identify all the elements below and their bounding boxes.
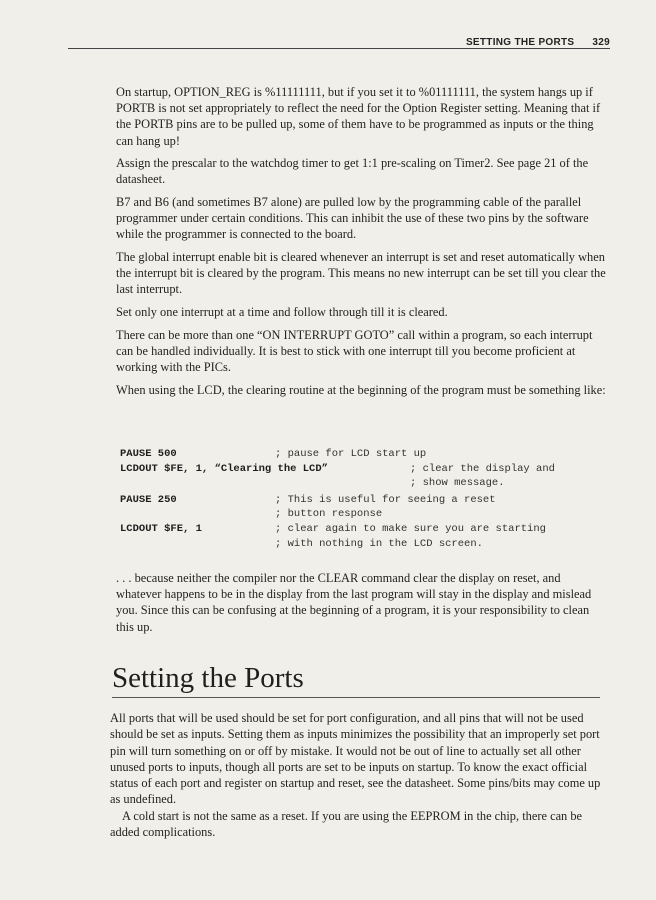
- paragraph: A cold start is not the same as a reset. If you are using the EEPROM in the chip, there can be added complications.: [110, 808, 583, 840]
- code-line: [120, 522, 610, 537]
- code-comment: ; button response: [275, 508, 383, 521]
- section-body: [110, 710, 602, 847]
- code-command: [120, 476, 410, 491]
- paragraph: When using the LCD, the clearing routine at the beginning of the program must be something like:: [116, 382, 606, 397]
- code-comment: ; This is useful for seeing a reset: [275, 493, 496, 506]
- code-line: [120, 476, 610, 491]
- body-text: [116, 84, 608, 404]
- code-line: [120, 537, 610, 552]
- code-line: [120, 507, 610, 522]
- paragraph: . . . because neither the compiler nor the CLEAR command clear the display on reset, and whatever happens to be in the display from the last program will stay in the display and mislead you. Since this can be confusing at the beginning of a program, it is your responsibility to clean this up.: [116, 571, 592, 634]
- header-rule: [68, 48, 610, 49]
- code-command: PAUSE 250: [120, 493, 177, 506]
- code-line: [120, 493, 610, 508]
- running-head-title: SETTING THE PORTS: [465, 37, 575, 48]
- code-listing: [120, 447, 610, 551]
- paragraph: All ports that will be used should be set for port configuration, and all pins that will not be used should be set as inputs. Setting them as inputs minimizes the possibility that an improperly set port pin will turn something on or off by mistake. It would not be out of line to actually set all other unused ports to inputs, though all ports are set to be inputs on startup. To know the exact official status of each port and register on startup and reset, see the datasheet. Some pins/bits may come up as undefined.: [110, 711, 601, 807]
- after-code-text: [116, 570, 608, 641]
- code-comment: ; clear the display and: [410, 462, 555, 475]
- page-number: 329: [592, 37, 610, 48]
- code-comment: ; pause for LCD start up: [275, 448, 427, 460]
- paragraph: B7 and B6 (and sometimes B7 alone) are pulled low by the programming cable of the parallel programmer under certain conditions. This can inhibit the use of these two pins by the software while the programmer is connected to the board.: [116, 195, 589, 242]
- code-comment: ; clear again to make sure you are starting: [275, 522, 546, 535]
- section-heading: Setting the Ports: [112, 662, 304, 694]
- code-line: [120, 462, 610, 477]
- code-comment: ; show message.: [410, 477, 505, 490]
- paragraph: Set only one interrupt at a time and follow through till it is cleared.: [116, 305, 448, 319]
- code-command: PAUSE 500: [120, 448, 177, 460]
- code-command: [120, 507, 275, 522]
- code-line: [120, 447, 610, 462]
- code-comment: ; with nothing in the LCD screen.: [275, 537, 483, 550]
- paragraph: The global interrupt enable bit is cleared whenever an interrupt is set and reset automatically when the interrupt bit is cleared by the program. This means no new interrupt can be set till you clear the last interrupt.: [116, 250, 606, 297]
- code-command: [120, 537, 275, 552]
- code-command: LCDOUT $FE, 1, “Clearing the LCD”: [120, 462, 328, 475]
- running-head: [466, 37, 610, 48]
- code-command: LCDOUT $FE, 1: [120, 522, 202, 535]
- paragraph: On startup, OPTION_REG is %11111111, but if you set it to %01111111, the system hangs up if PORTB is not set appropriately to reflect the need for the Option Register setting. Meaning that if the PORTB pins are to be pulled up, some of them have to be programmed as inputs or the thing can hang up!: [116, 85, 601, 148]
- paragraph: Assign the prescalar to the watchdog timer to get 1:1 pre-scaling on Timer2. See page 21 of the datasheet.: [116, 156, 589, 187]
- section-heading-rule: [112, 697, 600, 698]
- paragraph: There can be more than one “ON INTERRUPT GOTO” call within a program, so each interrupt can be handled individually. It is best to stick with one interrupt till you become proficient at working with the PICs.: [116, 327, 593, 374]
